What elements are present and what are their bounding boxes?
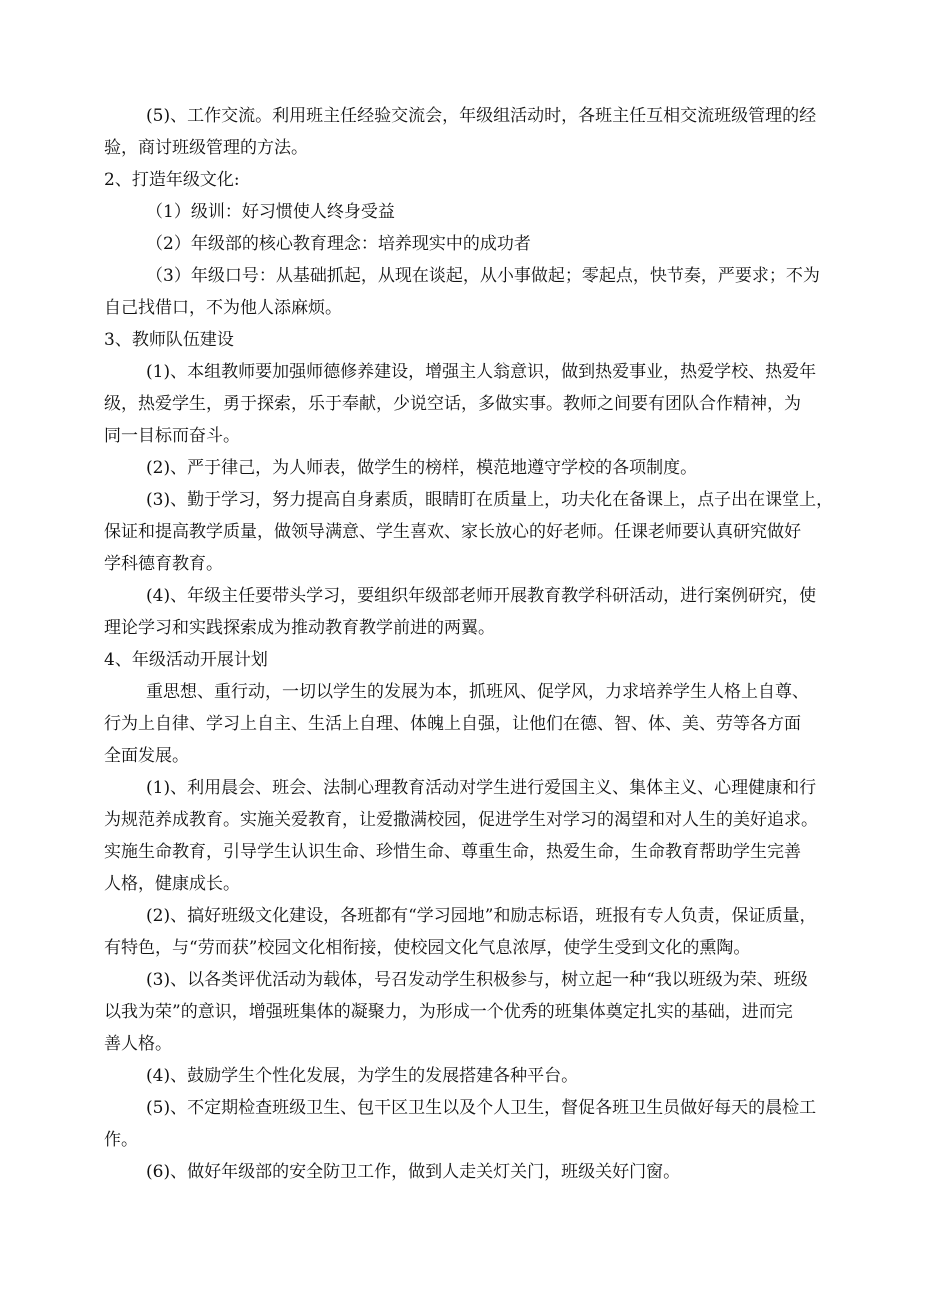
paragraph-line: 自己找借口，不为他人添麻烦。 [104,298,342,318]
paragraph-line: (4)、鼓励学生个性化发展，为学生的发展搭建各种平台。 [146,1066,579,1086]
paragraph-line: 理论学习和实践探索成为推动教育教学前进的两翼。 [104,618,495,638]
paragraph-line: 善人格。 [104,1034,172,1054]
paragraph-line: 作。 [104,1130,138,1150]
paragraph-line: 级，热爱学生，勇于探索，乐于奉献，少说空话，多做实事。教师之间要有团队合作精神，为 [104,394,801,414]
paragraph-line: 人格，健康成长。 [104,874,240,894]
paragraph-line: (5)、工作交流。利用班主任经验交流会，年级组活动时，各班主任互相交流班级管理的经 [146,106,817,126]
document-body [104,100,864,1188]
paragraph-line: (5)、不定期检查班级卫生、包干区卫生以及个人卫生，督促各班卫生员做好每天的晨检工 [146,1098,817,1118]
section-heading: 3、教师队伍建设 [104,330,234,350]
paragraph-line: （2）年级部的核心教育理念：培养现实中的成功者 [146,234,531,254]
paragraph-line: （1）级训：好习惯使人终身受益 [146,202,395,222]
paragraph-line: 行为上自律、学习上自主、生活上自理、体魄上自强，让他们在德、智、体、美、劳等各方面 [104,714,801,734]
paragraph-line: （3）年级口号：从基础抓起，从现在谈起，从小事做起；零起点，快节奏，严要求；不为 [146,266,820,286]
paragraph-line: (2)、严于律己，为人师表，做学生的榜样，模范地遵守学校的各项制度。 [146,458,698,478]
paragraph-line: 全面发展。 [104,746,189,766]
paragraph-line: 实施生命教育，引导学生认识生命、珍惜生命、尊重生命，热爱生命，生命教育帮助学生完善 [104,842,801,862]
paragraph-line: 同一目标而奋斗。 [104,426,240,446]
paragraph-line: 验，商讨班级管理的方法。 [104,138,308,158]
paragraph-line: (2)、搞好班级文化建设，各班都有“学习园地”和励志标语，班报有专人负责，保证质量， [146,906,817,926]
paragraph-line: 为规范养成教育。实施关爱教育，让爱撒满校园，促进学生对学习的渴望和对人生的美好追求。 [104,810,818,830]
paragraph-line: 学科德育教育。 [104,554,223,574]
paragraph-line: 有特色，与“劳而获”校园文化相衔接，使校园文化气息浓厚，使学生受到文化的熏陶。 [104,938,751,958]
paragraph-line: 重思想、重行动，一切以学生的发展为本，抓班风、促学风，力求培养学生人格上自尊、 [146,682,809,702]
paragraph-line: 以我为荣”的意识，增强班集体的凝聚力，为形成一个优秀的班集体奠定扎实的基础，进而完 [104,1002,793,1022]
section-heading: 4、年级活动开展计划 [104,650,268,670]
paragraph-line: (3)、勤于学习，努力提高自身素质，眼睛盯在质量上，功夫化在备课上，点子出在课堂上， [146,490,834,510]
paragraph-line: (1)、本组教师要加强师德修养建设，增强主人翁意识，做到热爱事业，热爱学校、热爱年 [146,362,817,382]
paragraph-line: 保证和提高教学质量，做领导满意、学生喜欢、家长放心的好老师。任课老师要认真研究做好 [104,522,801,542]
section-heading: 2、打造年级文化: [104,170,240,190]
paragraph-line: (4)、年级主任要带头学习，要组织年级部老师开展教育教学科研活动，进行案例研究，使 [146,586,817,606]
paragraph-line: (6)、做好年级部的安全防卫工作，做到人走关灯关门，班级关好门窗。 [146,1162,681,1182]
paragraph-line: (1)、利用晨会、班会、法制心理教育活动对学生进行爱国主义、集体主义、心理健康和行 [146,778,817,798]
paragraph-line: (3)、以各类评优活动为载体，号召发动学生积极参与，树立起一种“我以班级为荣、班级 [146,970,808,990]
